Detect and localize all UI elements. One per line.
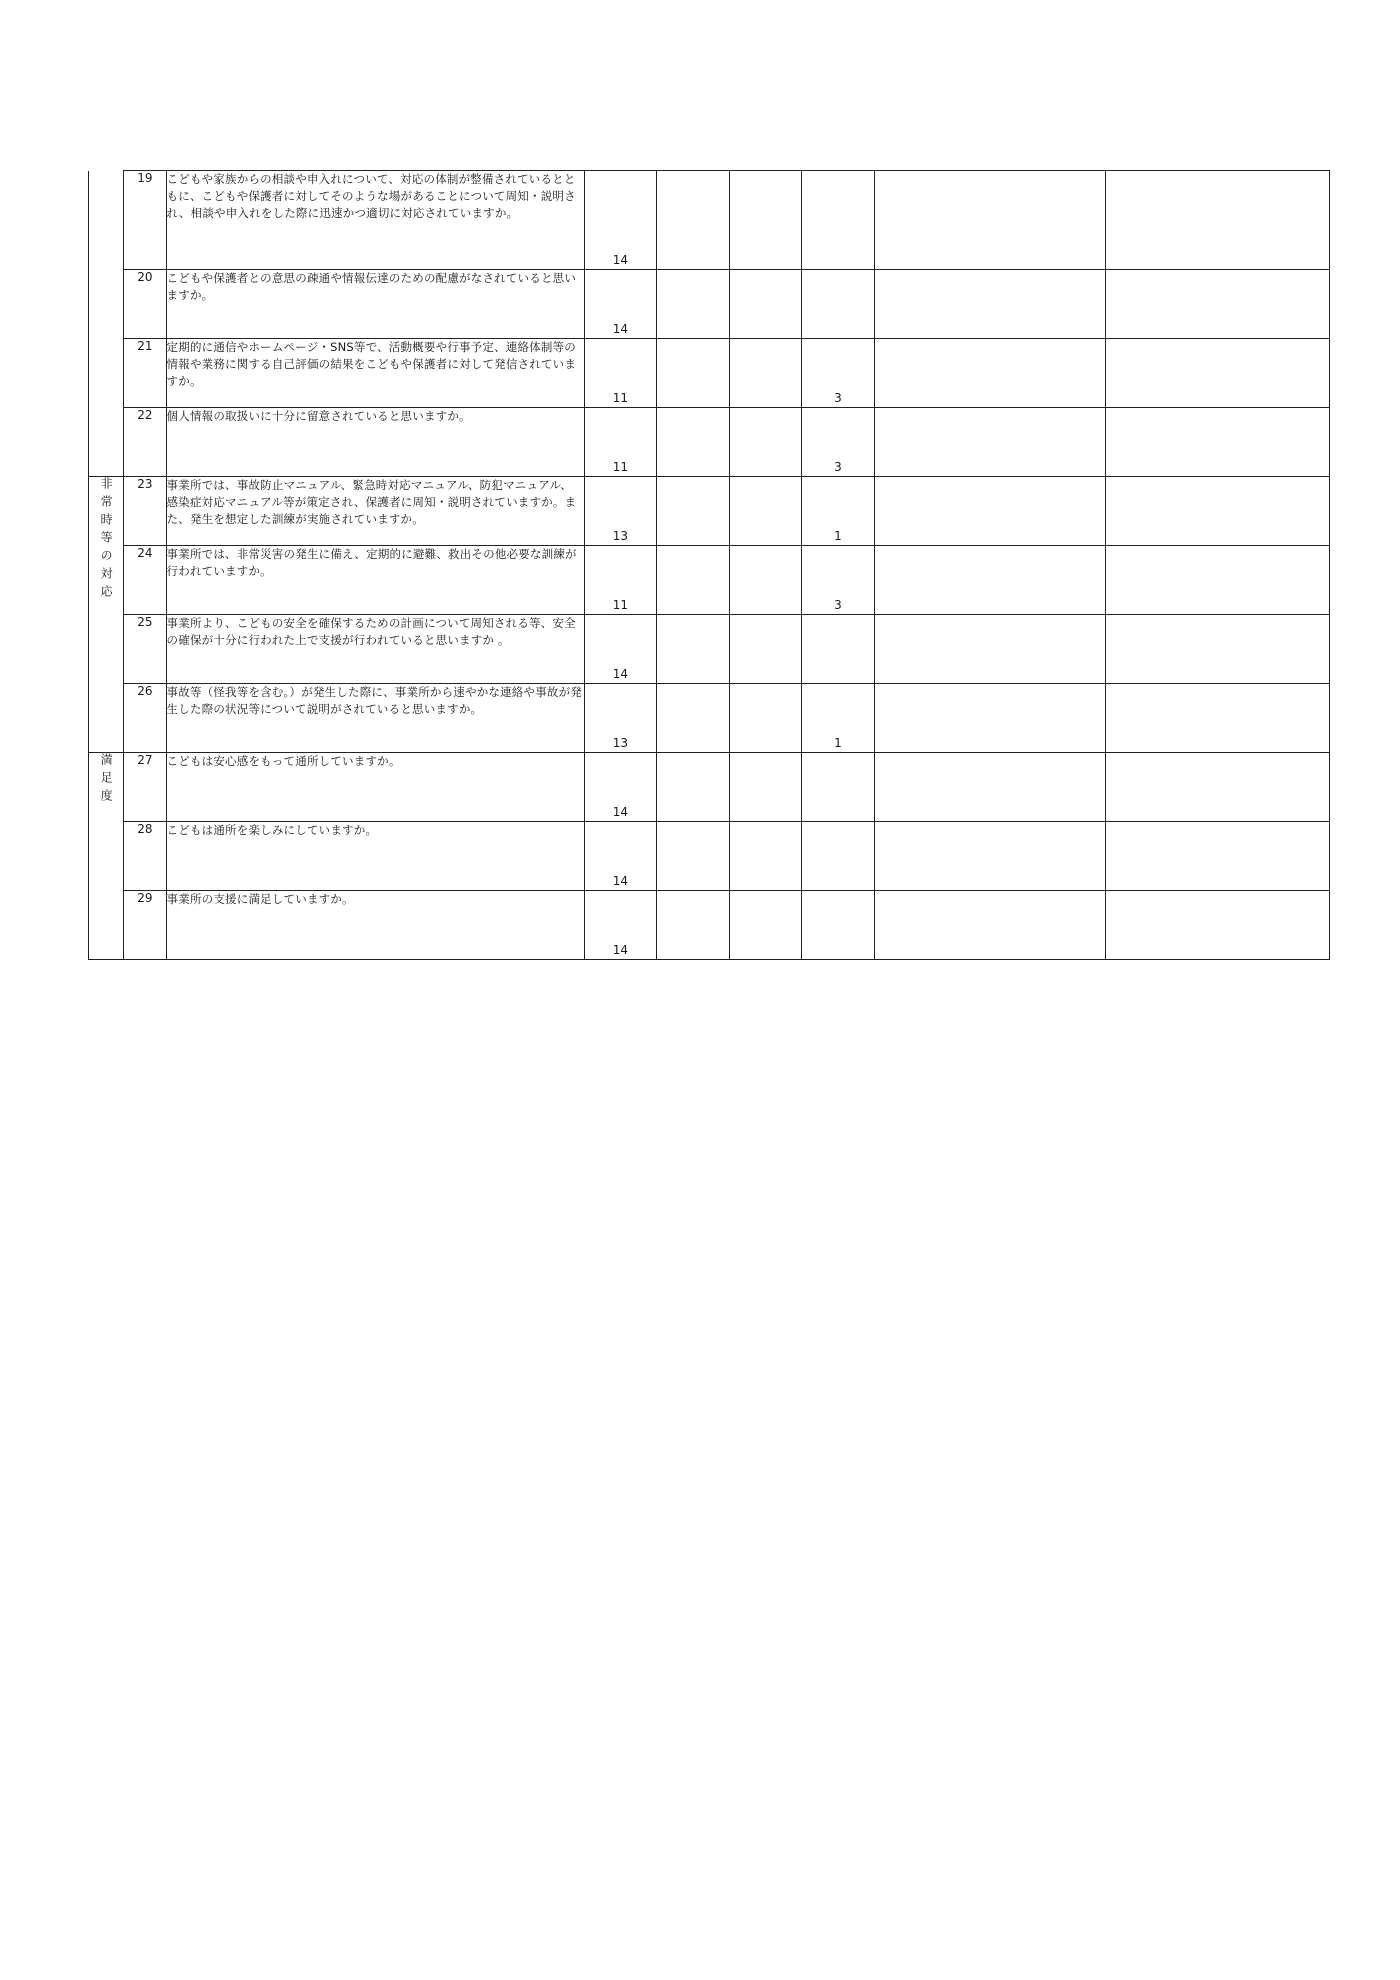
count-cell-1: 11: [584, 408, 657, 477]
count-cell-2: [657, 408, 730, 477]
question-text: こどもや家族からの相談や申入れについて、対応の体制が整備されているとともに、こどもや保護者に対してそのような場があることについて周知・説明され、相談や申入れをした際に迅速かつ適切に対応されていますか。: [166, 171, 584, 270]
count-cell-2: [657, 891, 730, 960]
question-text: こどもは安心感をもって通所していますか。: [166, 753, 584, 822]
response-cell: [1106, 753, 1330, 822]
count-cell-1: 14: [584, 822, 657, 891]
table-row: [89, 408, 1330, 477]
category-cell: [89, 171, 124, 477]
count-cell-1: 14: [584, 171, 657, 270]
question-text: 事故等（怪我等を含む。）が発生した際に、事業所から速やかな連絡や事故が発生した際の状況等について説明がされていると思いますか。: [166, 684, 584, 753]
question-text: 定期的に通信やホームページ・SNS等で、活動概要や行事予定、連絡体制等の情報や業務に関する自己評価の結果をこどもや保護者に対して発信されていますか。: [166, 339, 584, 408]
count-cell-2: [657, 615, 730, 684]
count-cell-3: [729, 684, 802, 753]
item-number: 22: [124, 408, 166, 477]
question-text: 事業所より、こどもの安全を確保するための計画について周知される等、安全の確保が十分に行われた上で支援が行われていると思いますか 。: [166, 615, 584, 684]
question-text: 事業所では、事故防止マニュアル、緊急時対応マニュアル、防犯マニュアル、感染症対応マニュアル等が策定され、保護者に周知・説明されていますか。また、発生を想定した訓練が実施されていますか。: [166, 477, 584, 546]
note-cell: [874, 270, 1106, 339]
table-row: [89, 891, 1330, 960]
response-cell: [1106, 477, 1330, 546]
table-row: [89, 339, 1330, 408]
count-cell-1: 13: [584, 684, 657, 753]
table-row: [89, 270, 1330, 339]
count-cell-1: 14: [584, 891, 657, 960]
item-number: 20: [124, 270, 166, 339]
note-cell: [874, 822, 1106, 891]
item-number: 21: [124, 339, 166, 408]
item-number: 28: [124, 822, 166, 891]
table-row: [89, 546, 1330, 615]
count-cell-3: [729, 753, 802, 822]
note-cell: [874, 891, 1106, 960]
category-cell: 満足度: [89, 753, 124, 960]
response-cell: [1106, 546, 1330, 615]
item-number: 25: [124, 615, 166, 684]
question-text: こどもは通所を楽しみにしていますか。: [166, 822, 584, 891]
count-cell-4: [802, 615, 875, 684]
note-cell: [874, 546, 1106, 615]
table-row: [89, 822, 1330, 891]
response-cell: [1106, 171, 1330, 270]
count-cell-4: [802, 171, 875, 270]
question-text: こどもや保護者との意思の疎通や情報伝達のための配慮がなされていると思いますか。: [166, 270, 584, 339]
count-cell-4: 1: [802, 477, 875, 546]
count-cell-3: [729, 615, 802, 684]
category-cell: 非常時等の対応: [89, 477, 124, 753]
count-cell-4: 3: [802, 408, 875, 477]
count-cell-4: [802, 753, 875, 822]
survey-results-table: [88, 170, 1330, 960]
count-cell-3: [729, 339, 802, 408]
item-number: 27: [124, 753, 166, 822]
count-cell-2: [657, 477, 730, 546]
count-cell-2: [657, 171, 730, 270]
table-row: [89, 171, 1330, 270]
count-cell-3: [729, 477, 802, 546]
note-cell: [874, 408, 1106, 477]
item-number: 19: [124, 171, 166, 270]
count-cell-2: [657, 684, 730, 753]
count-cell-4: 1: [802, 684, 875, 753]
count-cell-2: [657, 270, 730, 339]
table-row: [89, 477, 1330, 546]
response-cell: [1106, 615, 1330, 684]
count-cell-1: 11: [584, 339, 657, 408]
count-cell-4: [802, 891, 875, 960]
item-number: 29: [124, 891, 166, 960]
question-text: 個人情報の取扱いに十分に留意されていると思いますか。: [166, 408, 584, 477]
note-cell: [874, 477, 1106, 546]
note-cell: [874, 171, 1106, 270]
table-row: [89, 753, 1330, 822]
count-cell-2: [657, 339, 730, 408]
count-cell-1: 11: [584, 546, 657, 615]
count-cell-3: [729, 408, 802, 477]
response-cell: [1106, 891, 1330, 960]
count-cell-3: [729, 546, 802, 615]
response-cell: [1106, 822, 1330, 891]
response-cell: [1106, 684, 1330, 753]
note-cell: [874, 339, 1106, 408]
count-cell-4: 3: [802, 546, 875, 615]
count-cell-2: [657, 753, 730, 822]
note-cell: [874, 684, 1106, 753]
count-cell-3: [729, 891, 802, 960]
question-text: 事業所の支援に満足していますか。: [166, 891, 584, 960]
count-cell-4: [802, 822, 875, 891]
count-cell-1: 13: [584, 477, 657, 546]
item-number: 26: [124, 684, 166, 753]
response-cell: [1106, 339, 1330, 408]
count-cell-3: [729, 822, 802, 891]
item-number: 23: [124, 477, 166, 546]
note-cell: [874, 753, 1106, 822]
response-cell: [1106, 408, 1330, 477]
note-cell: [874, 615, 1106, 684]
response-cell: [1106, 270, 1330, 339]
count-cell-1: 14: [584, 615, 657, 684]
count-cell-1: 14: [584, 270, 657, 339]
count-cell-3: [729, 171, 802, 270]
table-row: [89, 684, 1330, 753]
item-number: 24: [124, 546, 166, 615]
count-cell-2: [657, 822, 730, 891]
count-cell-4: [802, 270, 875, 339]
count-cell-1: 14: [584, 753, 657, 822]
table-row: [89, 615, 1330, 684]
count-cell-2: [657, 546, 730, 615]
count-cell-4: 3: [802, 339, 875, 408]
question-text: 事業所では、非常災害の発生に備え、定期的に避難、救出その他必要な訓練が行われていますか。: [166, 546, 584, 615]
count-cell-3: [729, 270, 802, 339]
